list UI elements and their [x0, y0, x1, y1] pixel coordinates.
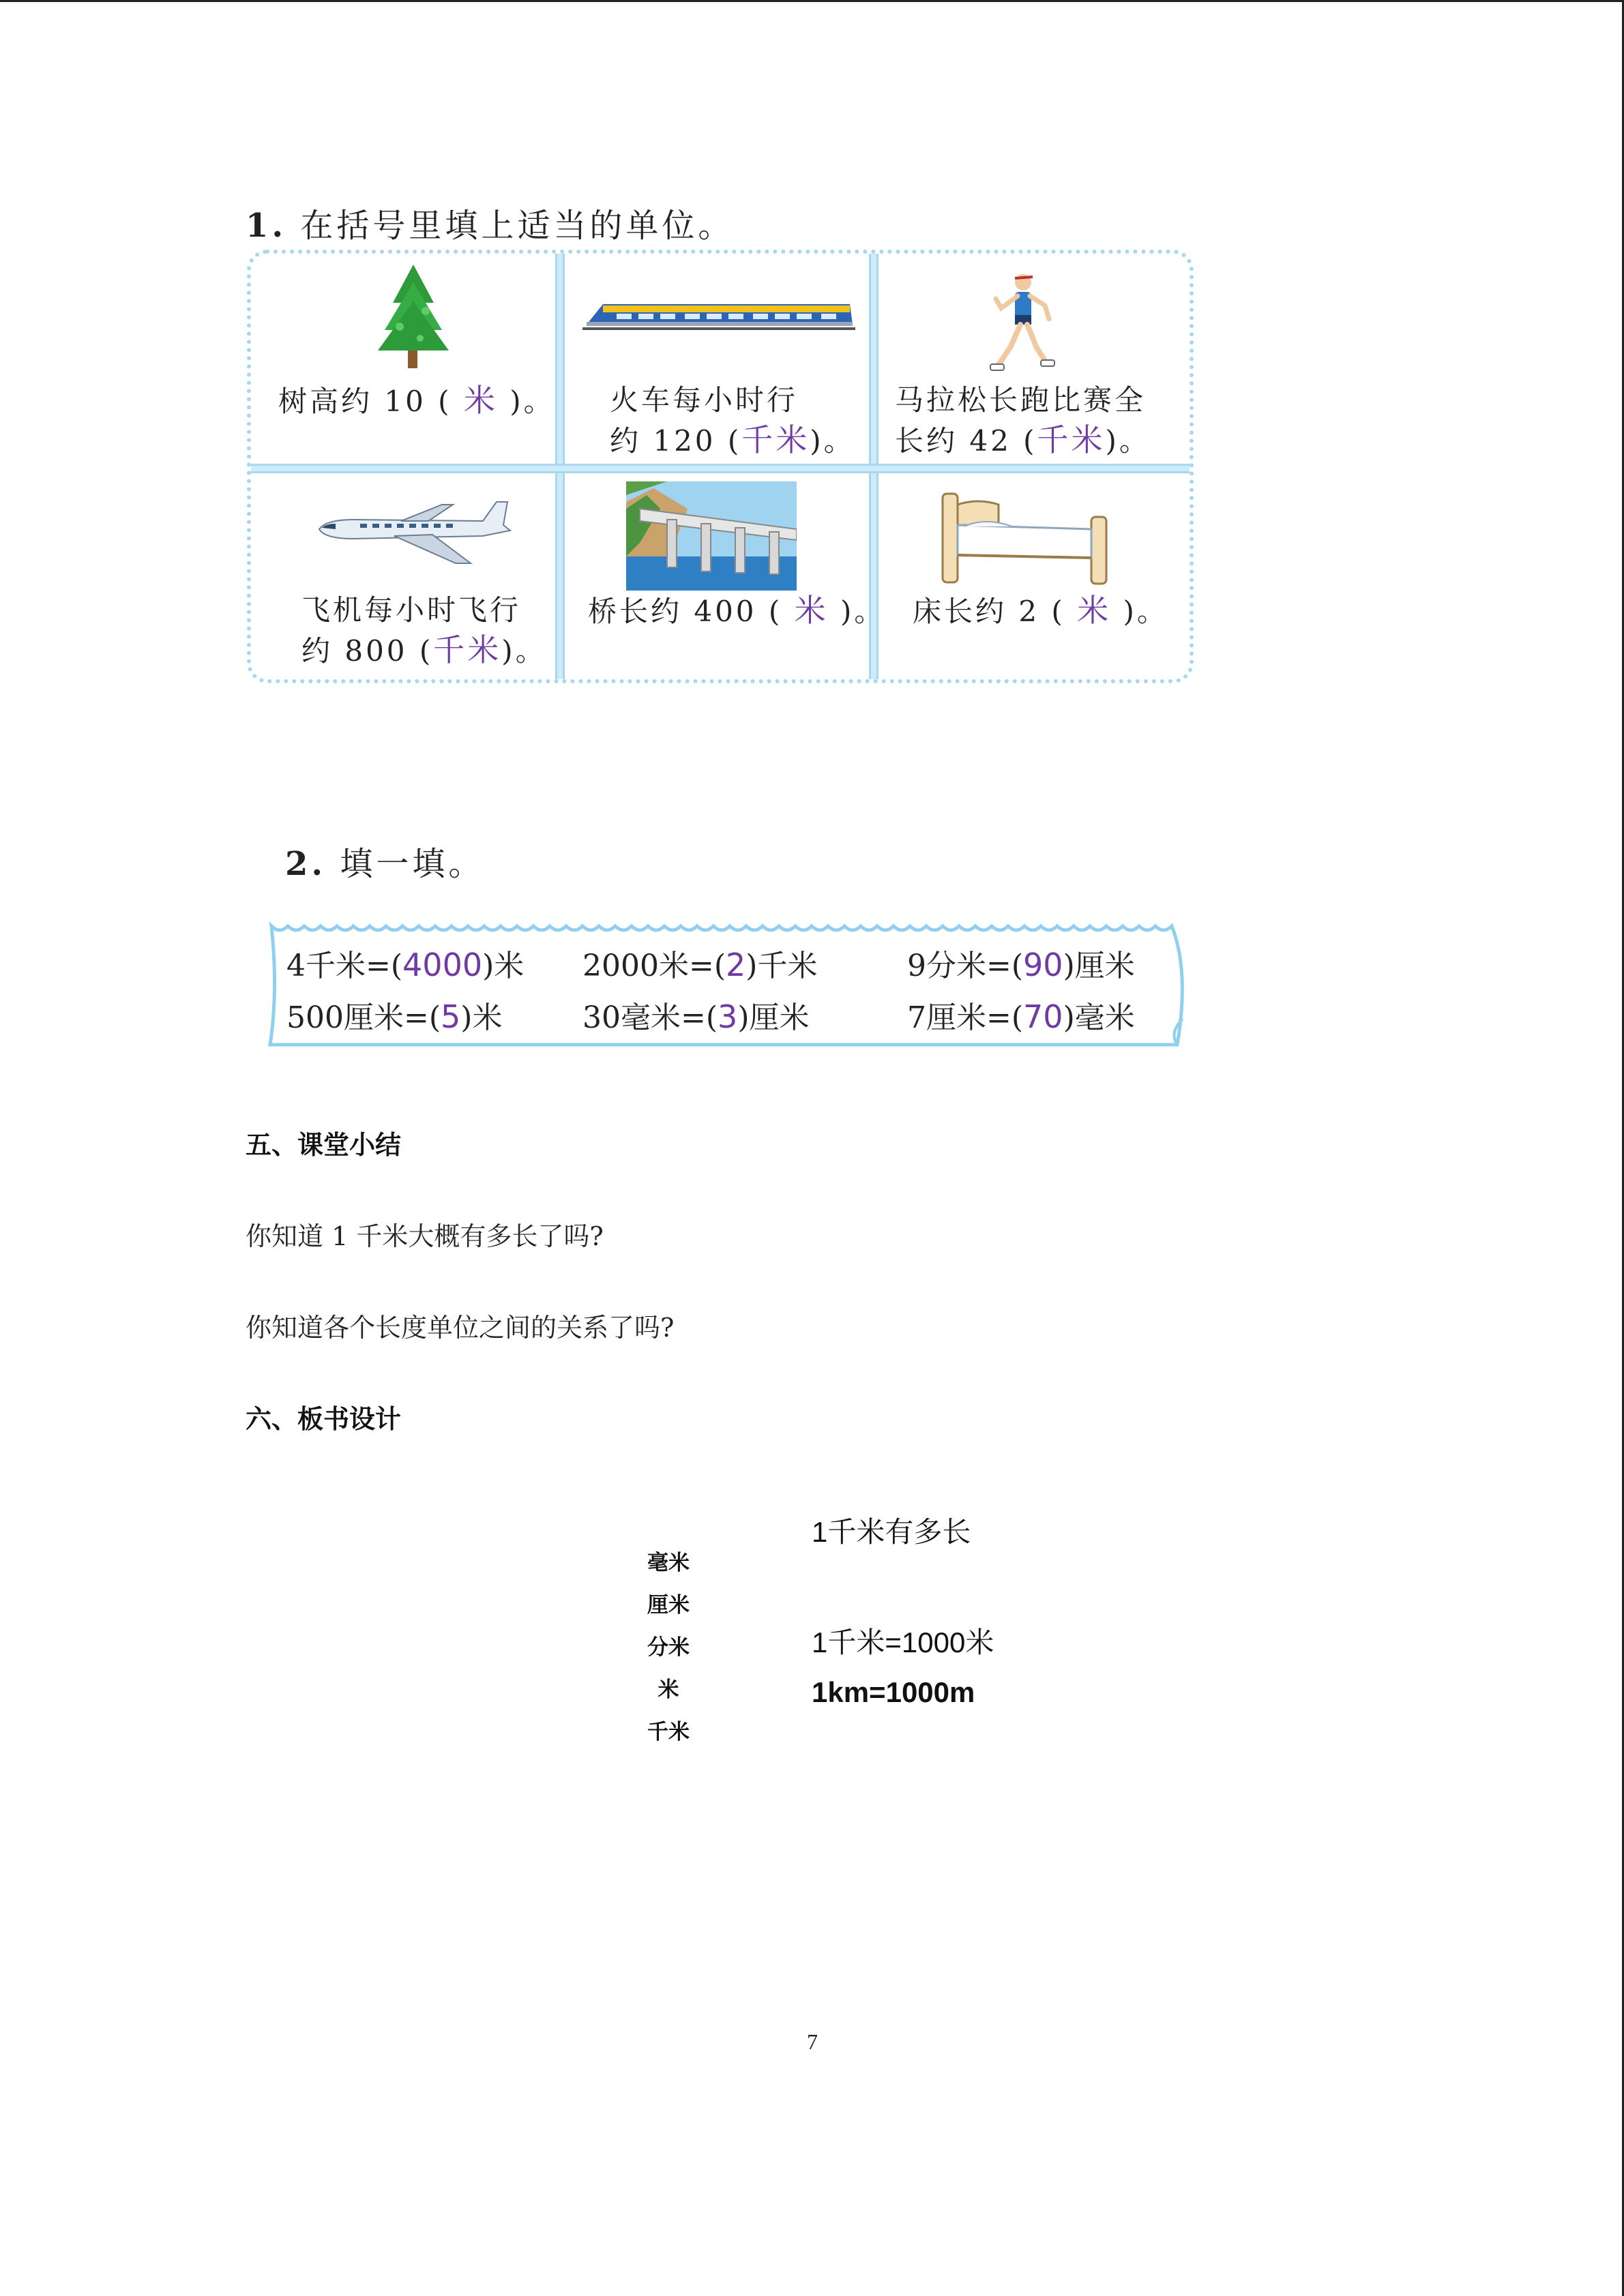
cell-runner: [879, 254, 1192, 464]
item-text: )米: [482, 949, 525, 983]
item-text: 2000米=(: [582, 949, 726, 983]
board-unit-cm: 厘米: [647, 1593, 690, 1617]
cell-text: 约 120 (: [610, 424, 742, 458]
cell-text: )。: [1105, 424, 1151, 458]
answer-text: 5: [441, 998, 461, 1035]
answer-text: 2: [726, 946, 746, 983]
item-text: )厘米: [737, 1000, 810, 1035]
answer-text: 4000: [402, 946, 483, 983]
grid-divider: [251, 464, 1190, 473]
board-equation-symbols: 1km=1000m: [812, 1676, 975, 1708]
section5-heading: 五、课堂小结: [246, 1130, 402, 1160]
plane-icon: [312, 498, 517, 566]
item-text: 4千米=(: [286, 949, 403, 983]
answer-text: 3: [718, 998, 738, 1035]
section5-question-1: 你知道 1 千米大概有多长了吗?: [246, 1221, 604, 1251]
board-equation-chinese: 1千米=1000米: [812, 1626, 994, 1658]
board-unit-m: 米: [658, 1678, 679, 1702]
exercise1-title: [246, 199, 734, 246]
cell-text: )。: [501, 634, 547, 668]
answer-text: 米: [463, 382, 498, 419]
cell-text: 马拉松长跑比赛全: [895, 383, 1147, 417]
answer-text: 米: [794, 592, 829, 629]
answer-text: 90: [1023, 946, 1063, 983]
runner-icon: [988, 271, 1056, 381]
exercise2-number: 2.: [285, 845, 327, 883]
exercise2-scroll-panel: [262, 916, 1191, 1054]
item-text: )毫米: [1063, 1000, 1135, 1035]
board-unit-dm: 分米: [647, 1635, 690, 1660]
item-text: )厘米: [1063, 949, 1135, 983]
cell-train: [565, 254, 869, 464]
cell-bed: [879, 473, 1192, 683]
answer-text: 千米: [741, 421, 810, 458]
item-text: 30毫米=(: [582, 1000, 718, 1035]
cell-text: )。: [510, 385, 555, 418]
item-text: )米: [460, 1000, 503, 1035]
cell-text: 飞机每小时飞行: [301, 593, 522, 627]
cell-text: 火车每小时行: [610, 383, 799, 417]
board-title: 1千米有多长: [812, 1516, 971, 1548]
cell-text: 桥长约 400 (: [588, 595, 783, 628]
exercise1-grid: [247, 250, 1194, 683]
answer-text: 千米: [1037, 421, 1106, 458]
item-text: 9分米=(: [907, 949, 1024, 983]
cell-text: 长约 42 (: [895, 424, 1037, 458]
bed-icon: [937, 487, 1114, 589]
answer-text: 千米: [433, 631, 502, 668]
exercise1-title-text: 在括号里填上适当的单位。: [300, 207, 735, 245]
answer-text: 70: [1023, 998, 1063, 1035]
answer-text: 米: [1077, 592, 1112, 629]
board-unit-km: 千米: [647, 1720, 690, 1744]
cell-text: 约 800 (: [301, 634, 434, 668]
item-text: 7厘米=(: [907, 1000, 1024, 1035]
board-unit-mm: 毫米: [647, 1551, 690, 1575]
page-number: 7: [807, 2029, 818, 2054]
cell-text: 床长约 2 (: [913, 595, 1065, 628]
exercise2-title-text: 填一填。: [340, 845, 485, 883]
cell-plane: [251, 473, 555, 683]
cell-tree: [251, 254, 555, 464]
train-icon: [582, 295, 855, 336]
section5-question-2: 你知道各个长度单位之间的关系了吗?: [246, 1313, 675, 1343]
item-text: 500厘米=(: [286, 1000, 441, 1035]
page-top-border: [0, 0, 1624, 2]
cell-bridge: [565, 473, 886, 683]
cell-text: )。: [1123, 595, 1168, 628]
section6-heading: 六、板书设计: [246, 1404, 402, 1434]
cell-text: )。: [840, 595, 886, 628]
cell-text: )。: [810, 424, 855, 458]
cell-text: 树高约 10 (: [278, 385, 452, 418]
bridge-icon: [626, 481, 797, 591]
tree-icon: [372, 262, 454, 371]
item-text: )千米: [745, 949, 818, 983]
exercise1-number: 1.: [246, 207, 287, 245]
exercise2-title: [285, 837, 484, 884]
